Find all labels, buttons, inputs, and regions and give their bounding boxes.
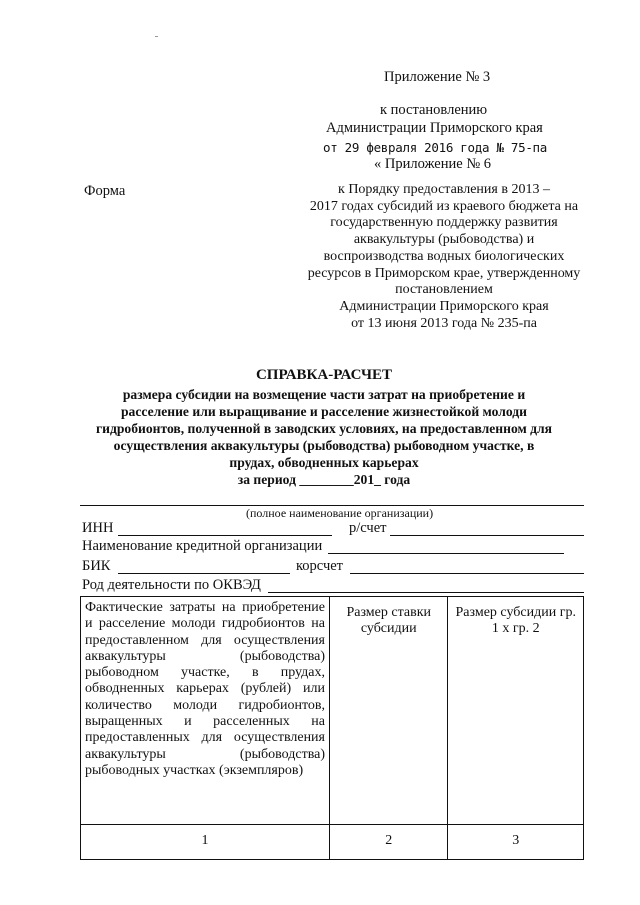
inn-field[interactable] — [118, 535, 332, 536]
bik-label: БИК — [82, 558, 111, 574]
header-subsidy-rate: Размер ставки субсидии — [330, 597, 448, 825]
scan-speck — [155, 36, 158, 37]
header-actual-costs: Фактические затраты на приобретение и расселение молоди гидробионтов на предоставленном для осуществления аквакультуры (рыбоводства) рыбоводном участке, в прудах, обводненных карьерах (рублей) или количество молоди гидробионтов, выращенных и расселенных на предоставленных для осуществления аквакультуры (рыбоводства) рыбоводных участках (экземпляров) — [81, 597, 330, 825]
title-line: прудах, обводненных карьерах — [229, 455, 419, 470]
title-period: за период ________201_ года — [237, 472, 411, 487]
account-field[interactable] — [390, 535, 584, 536]
administration-label: Администрации Приморского края — [326, 120, 543, 136]
calculation-table — [80, 596, 584, 860]
org-name-hint: (полное наименование организации) — [246, 506, 434, 520]
procedure-line: 2017 годах субсидий из краевого бюджета на — [309, 198, 579, 214]
credit-org-field[interactable] — [328, 553, 564, 554]
appendix-number: Приложение № 3 — [384, 69, 491, 85]
title-line: расселение или выращивание и расселение жизнестойкой молоди — [120, 404, 527, 419]
table-column-numbers-row — [81, 825, 584, 860]
procedure-line: постановлением — [395, 282, 493, 298]
procedure-line: к Порядку предоставления в 2013 – — [338, 182, 550, 197]
procedure-line: воспроизводства водных биологических — [323, 248, 565, 264]
form-label: Форма — [84, 183, 126, 199]
header-subsidy-amount: Размер субсидии гр. 1 х гр. 2 — [448, 597, 584, 825]
title-line: размера субсидии на возмещение части затрат на приобретение и — [122, 387, 526, 402]
procedure-line: аквакультуры (рыбоводства) и — [353, 232, 535, 248]
corr-account-field[interactable] — [350, 573, 584, 574]
table-header-row — [81, 597, 584, 825]
document-title — [84, 367, 564, 488]
appendix-6-label: « Приложение № 6 — [374, 156, 492, 172]
title-main: СПРАВКА-РАСЧЕТ — [255, 367, 393, 383]
procedure-reference — [292, 182, 596, 332]
title-line: осуществления аквакультуры (рыбоводства) рыбоводном участке, в — [113, 438, 535, 453]
credit-org-label: Наименование кредитной организации — [82, 538, 323, 554]
bik-field[interactable] — [118, 573, 290, 574]
inn-label: ИНН — [82, 520, 114, 536]
decree-date-stamp: от 29 февраля 2016 года № 75-па — [323, 140, 547, 155]
procedure-line: от 13 июня 2013 года № 235-па — [351, 315, 537, 331]
okved-label: Род деятельности по ОКВЭД — [82, 577, 261, 593]
title-line: гидробионтов, полученной в заводских условиях, на предоставленном для — [95, 421, 553, 436]
okved-field[interactable] — [268, 592, 584, 593]
corr-account-label: корсчет — [296, 558, 344, 574]
account-label: р/счет — [349, 520, 387, 536]
to-decree-label: к постановлению — [380, 102, 488, 118]
procedure-line: государственную поддержку развития — [330, 215, 558, 231]
column-number: 1 — [81, 825, 330, 860]
procedure-line: ресурсов в Приморском крае, утвержденному — [307, 265, 581, 281]
procedure-line: Администрации Приморского края — [339, 298, 549, 314]
column-number: 3 — [448, 825, 584, 860]
column-number: 2 — [330, 825, 448, 860]
